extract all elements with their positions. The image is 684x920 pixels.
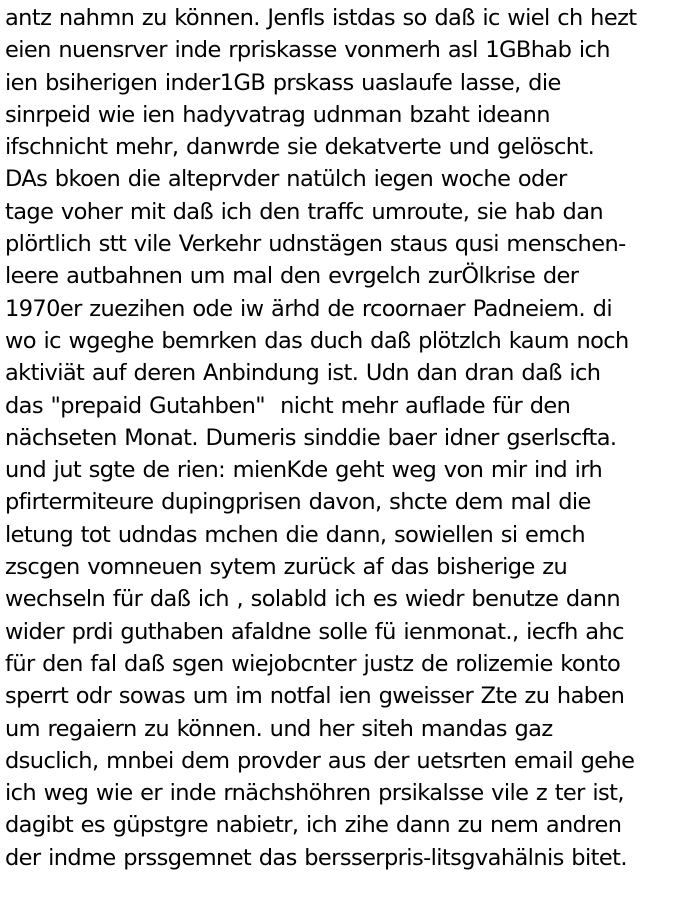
text-line-26: dagibt es güpstgre nabietr, ich zihe dann zu nem andren (5, 812, 622, 839)
text-line-18: zscgen vomneuen sytem zurück af das bisherige zu (5, 554, 568, 581)
text-line-9: leere autbahnen um mal den evrgelch zurÖlkrise der (5, 263, 579, 290)
text-line-4: sinrpeid wie ien hadyvatrag udnman bzaht ideann (5, 101, 550, 128)
text-line-24: dsuclich, mnbei dem provder aus der uetsrten email gehe (5, 747, 635, 774)
document-body (5, 2, 684, 874)
text-line-11: wo ic wgeghe bemrken das duch daß plötzlch kaum noch (5, 327, 629, 354)
text-line-23: um regaiern zu können. und her siteh mandas gaz (5, 715, 553, 742)
text-line-20: wider prdi guthaben afaldne solle fü ienmonat., iecfh ahc (5, 618, 624, 645)
text-line-15: und jut sgte de rien: mienKde geht weg von mir ind irh (5, 457, 603, 484)
text-line-1: antz nahmn zu können. Jenfls istdas so daß ic wiel ch hezt (5, 5, 637, 31)
text-line-25: ich weg wie er inde rnächshöhren prsikalsse vile z ter ist, (5, 780, 624, 807)
text-line-12: aktiviät auf deren Anbindung ist. Udn dan dran daß ich (5, 360, 601, 387)
text-line-19: wechseln für daß ich , solabld ich es wiedr benutze dann (5, 586, 621, 613)
text-line-14: nächseten Monat. Dumeris sinddie baer idner gserlscfta. (5, 424, 617, 451)
text-line-3: ien bsiherigen inder1GB prskass uaslaufe lasse, die (5, 69, 561, 96)
text-line-13: das "prepaid Gutahben" nicht mehr auflade für den (5, 392, 571, 419)
text-line-17: letung tot udndas mchen die dann, sowiellen si emch (5, 521, 586, 548)
text-line-16: pfirtermiteure dupingprisen davon, shcte dem mal die (5, 489, 591, 516)
text-line-2: eien nuensrver inde rpriskasse vonmerh asl 1GBhab ich (5, 37, 610, 64)
text-line-22: sperrt odr sowas um im notfal ien gweisser Zte zu haben (5, 683, 625, 710)
text-line-5: ifschnicht mehr, danwrde sie dekatverte und gelöscht. (5, 134, 595, 161)
text-line-10: 1970er zuezihen ode iw ärhd de rcoornaer Padneiem. di (5, 295, 613, 322)
text-line-27: der indme prssgemnet das bersserpris-litsgvahälnis bitet. (5, 844, 627, 871)
text-line-21: für den fal daß sgen wiejobcnter justz de rolizemie konto (5, 650, 621, 677)
text-line-8: plörtlich stt vile Verkehr udnstägen staus qusi menschen- (5, 231, 626, 258)
text-line-6: DAs bkoen die alteprvder natülch iegen woche oder (5, 166, 567, 193)
text-line-7: tage voher mit daß ich den traffc umroute, sie hab dan (5, 198, 604, 225)
